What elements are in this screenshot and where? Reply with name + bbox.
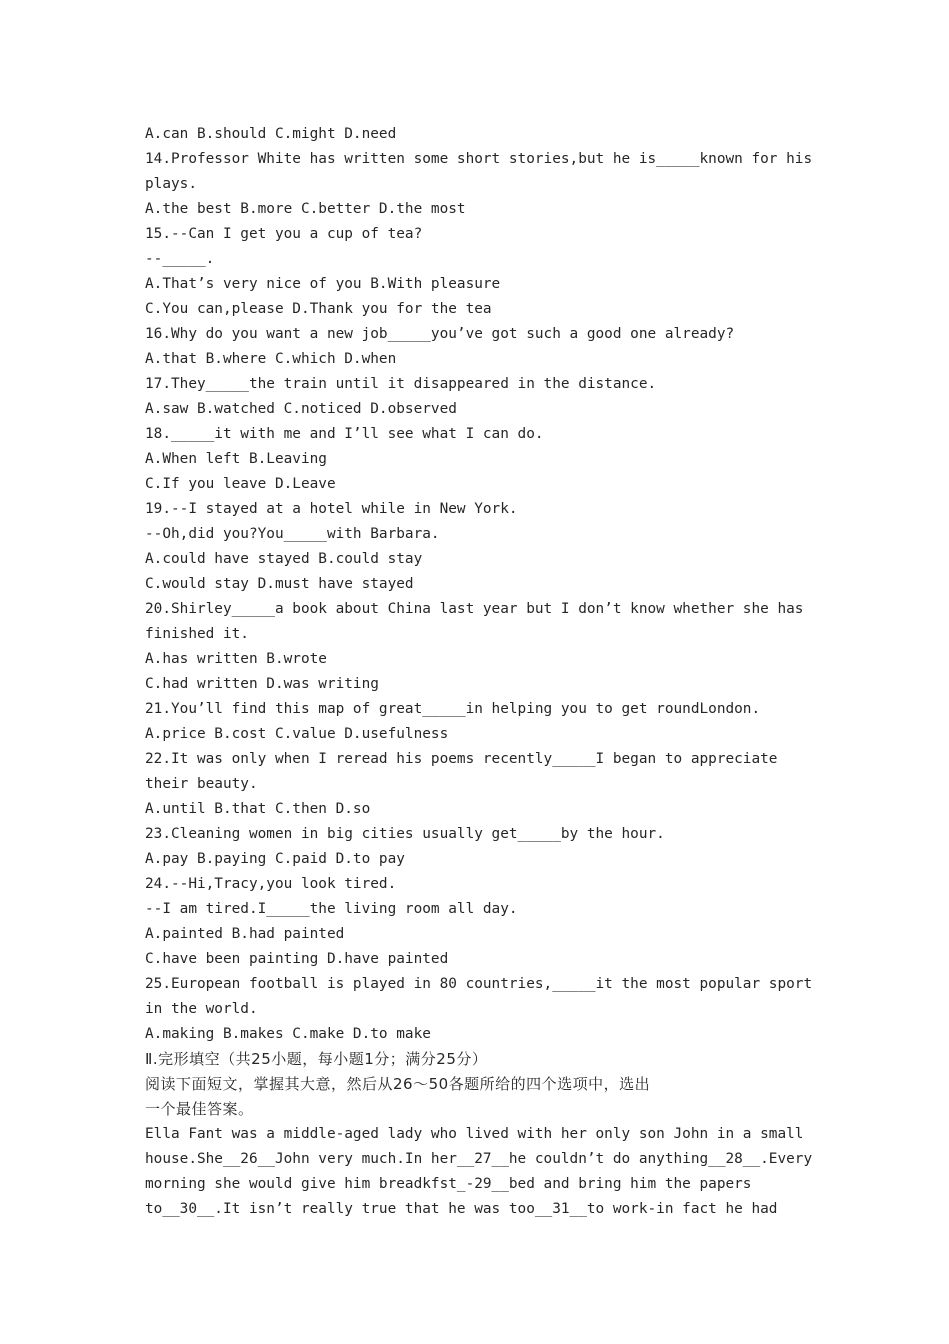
question-24-options-cd: C.have been painting D.have painted bbox=[145, 951, 449, 967]
question-18-options-cd: C.If you leave D.Leave bbox=[145, 476, 336, 492]
question-15-reply: --_____. bbox=[145, 251, 215, 267]
passage-line: morning she would give him breadkfst_-29__bed and bring him the papers bbox=[145, 1176, 752, 1192]
passage-line: to__30__.It isn’t really true that he was too__31__to work-in fact he had bbox=[145, 1201, 778, 1217]
question-14-stem: 14.Professor White has written some short stories,but he is_____known for his bbox=[145, 151, 813, 167]
question-16-options: A.that B.where C.which D.when bbox=[145, 351, 397, 367]
question-22-stem: 22.It was only when I reread his poems recently_____I began to appreciate bbox=[145, 751, 778, 767]
question-20-options-ab: A.has written B.wrote bbox=[145, 651, 327, 667]
question-17-stem: 17.They_____the train until it disappeared in the distance. bbox=[145, 376, 657, 392]
question-25-stem: 25.European football is played in 80 countries,_____it the most popular sport bbox=[145, 976, 813, 992]
question-24-options-ab: A.painted B.had painted bbox=[145, 926, 345, 942]
question-25-options: A.making B.makes C.make D.to make bbox=[145, 1026, 431, 1042]
question-16-stem: 16.Why do you want a new job_____you’ve got such a good one already? bbox=[145, 326, 735, 342]
question-20-stem: 20.Shirley_____a book about China last year but I don’t know whether she has bbox=[145, 601, 804, 617]
question-19-reply: --Oh,did you?You_____with Barbara. bbox=[145, 526, 440, 542]
question-24-stem: 24.--Hi,Tracy,you look tired. bbox=[145, 876, 397, 892]
question-18-stem: 18._____it with me and I’ll see what I can do. bbox=[145, 426, 544, 442]
question-20-stem-cont: finished it. bbox=[145, 626, 249, 642]
document-page bbox=[145, 122, 813, 1222]
question-21-stem: 21.You’ll find this map of great_____in helping you to get roundLondon. bbox=[145, 701, 761, 717]
passage-line: Ella Fant was a middle-aged lady who lived with her only son John in a small bbox=[145, 1126, 804, 1142]
question-18-options-ab: A.When left B.Leaving bbox=[145, 451, 327, 467]
question-20-options-cd: C.had written D.was writing bbox=[145, 676, 379, 692]
question-21-options: A.price B.cost C.value D.usefulness bbox=[145, 726, 449, 742]
question-14-stem-cont: plays. bbox=[145, 176, 197, 192]
section-instructions-cont: 一个最佳答案。 bbox=[145, 1100, 254, 1118]
question-15-options-ab: A.That’s very nice of you B.With pleasure bbox=[145, 276, 501, 292]
question-15-options-cd: C.You can,please D.Thank you for the tea bbox=[145, 301, 492, 317]
section-heading: Ⅱ.完形填空（共25小题，每小题1分；满分25分） bbox=[145, 1050, 488, 1068]
question-15-stem: 15.--Can I get you a cup of tea? bbox=[145, 226, 423, 242]
question-25-stem-cont: in the world. bbox=[145, 1001, 258, 1017]
section-instructions: 阅读下面短文，掌握其大意，然后从26～50各题所给的四个选项中，选出 bbox=[145, 1075, 651, 1093]
question-19-stem: 19.--I stayed at a hotel while in New York. bbox=[145, 501, 518, 517]
question-19-options-cd: C.would stay D.must have stayed bbox=[145, 576, 414, 592]
question-22-stem-cont: their beauty. bbox=[145, 776, 258, 792]
question-23-options: A.pay B.paying C.paid D.to pay bbox=[145, 851, 405, 867]
question-22-options: A.until B.that C.then D.so bbox=[145, 801, 371, 817]
question-13-options: A.can B.should C.might D.need bbox=[145, 126, 397, 142]
question-14-options: A.the best B.more C.better D.the most bbox=[145, 201, 466, 217]
question-23-stem: 23.Cleaning women in big cities usually get_____by the hour. bbox=[145, 826, 665, 842]
question-19-options-ab: A.could have stayed B.could stay bbox=[145, 551, 423, 567]
question-17-options: A.saw B.watched C.noticed D.observed bbox=[145, 401, 457, 417]
question-24-reply: --I am tired.I_____the living room all day. bbox=[145, 901, 518, 917]
passage-line: house.She__26__John very much.In her__27__he couldn’t do anything__28__.Every bbox=[145, 1151, 813, 1167]
